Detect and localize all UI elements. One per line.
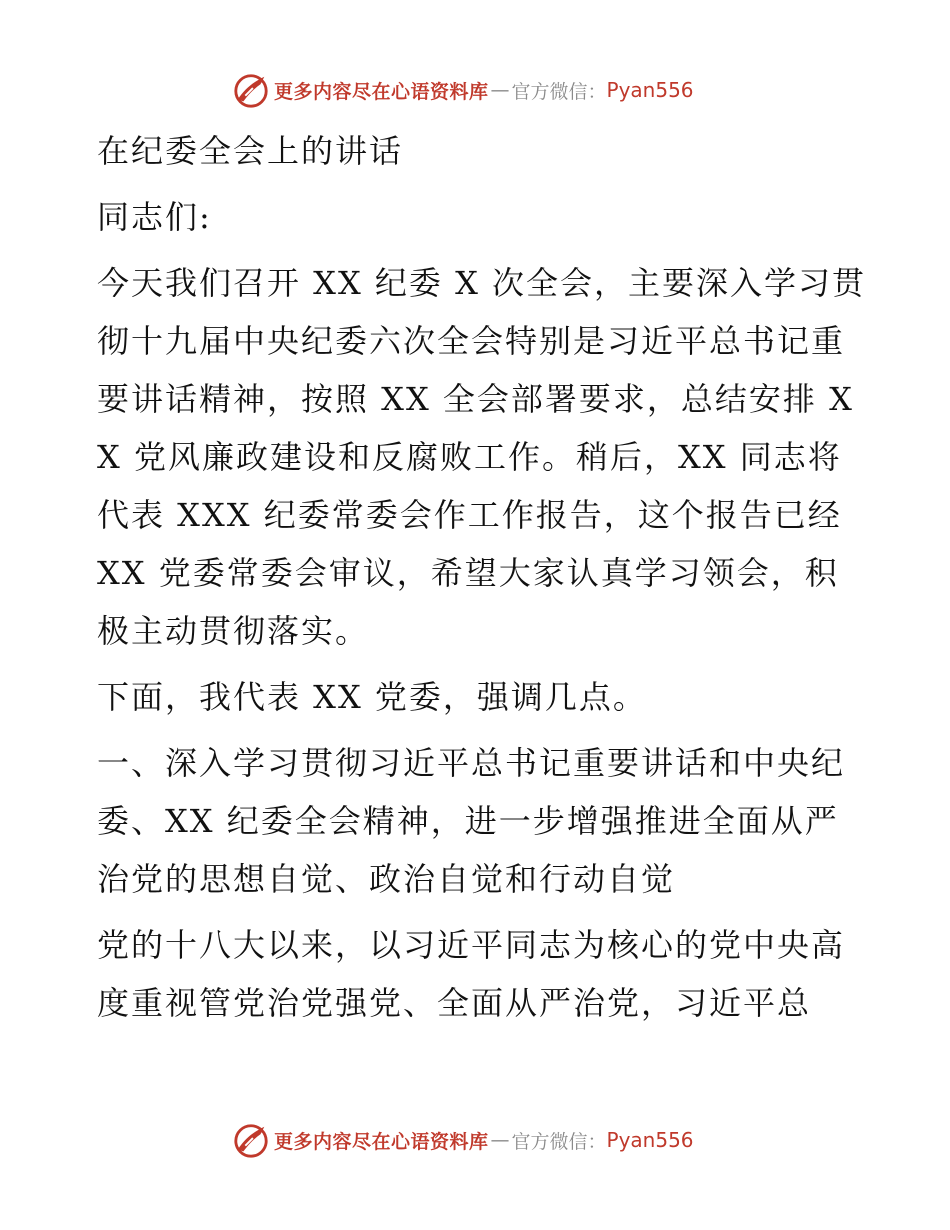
banner-wechat-label: 官方微信： <box>511 80 607 103</box>
banner-separator: — <box>490 79 510 101</box>
section-heading-one: 一、深入学习贯彻习近平总书记重要讲话和中央纪委、XX 纪委全会精神，进一步增强推进全面从严治党的思想自觉、政治自觉和行动自觉 <box>97 744 846 898</box>
header-banner <box>232 70 694 110</box>
banner-wechat-label: 官方微信： <box>511 1130 607 1153</box>
paragraph-intro: 今天我们召开 XX 纪委 X 次全会，主要深入学习贯彻十九届中央纪委六次全会特别是习近平总书记重要讲话精神，按照 XX 全会部署要求，总结安排 XX 党风廉政建设和反腐败工作。稍后，XX 同志将代表 XXX 纪委常委会作工作报告，这个报告已经 XX 党委常委会审议，希望大家认真学习领会，积极主动贯彻落实。 <box>97 264 867 650</box>
pen-nib-logo-icon <box>232 1121 270 1159</box>
banner-wechat-id: Pyan556 <box>606 1128 694 1152</box>
pen-nib-logo-icon <box>232 71 270 109</box>
banner-slogan: 更多内容尽在心语资料库 <box>274 1130 489 1153</box>
banner-slogan: 更多内容尽在心语资料库 <box>274 80 489 103</box>
banner-wechat-id: Pyan556 <box>606 78 694 102</box>
footer-banner <box>232 1120 694 1160</box>
document-body <box>97 122 867 1032</box>
paragraph-points: 下面，我代表 XX 党委，强调几点。 <box>97 678 647 716</box>
banner-separator: — <box>490 1129 510 1151</box>
document-title: 在纪委全会上的讲话 <box>97 132 404 170</box>
document-greeting: 同志们: <box>97 198 212 236</box>
paragraph-section-one: 党的十八大以来，以习近平同志为核心的党中央高度重视管党治党强党、全面从严治党，习近平总 <box>97 926 846 1022</box>
